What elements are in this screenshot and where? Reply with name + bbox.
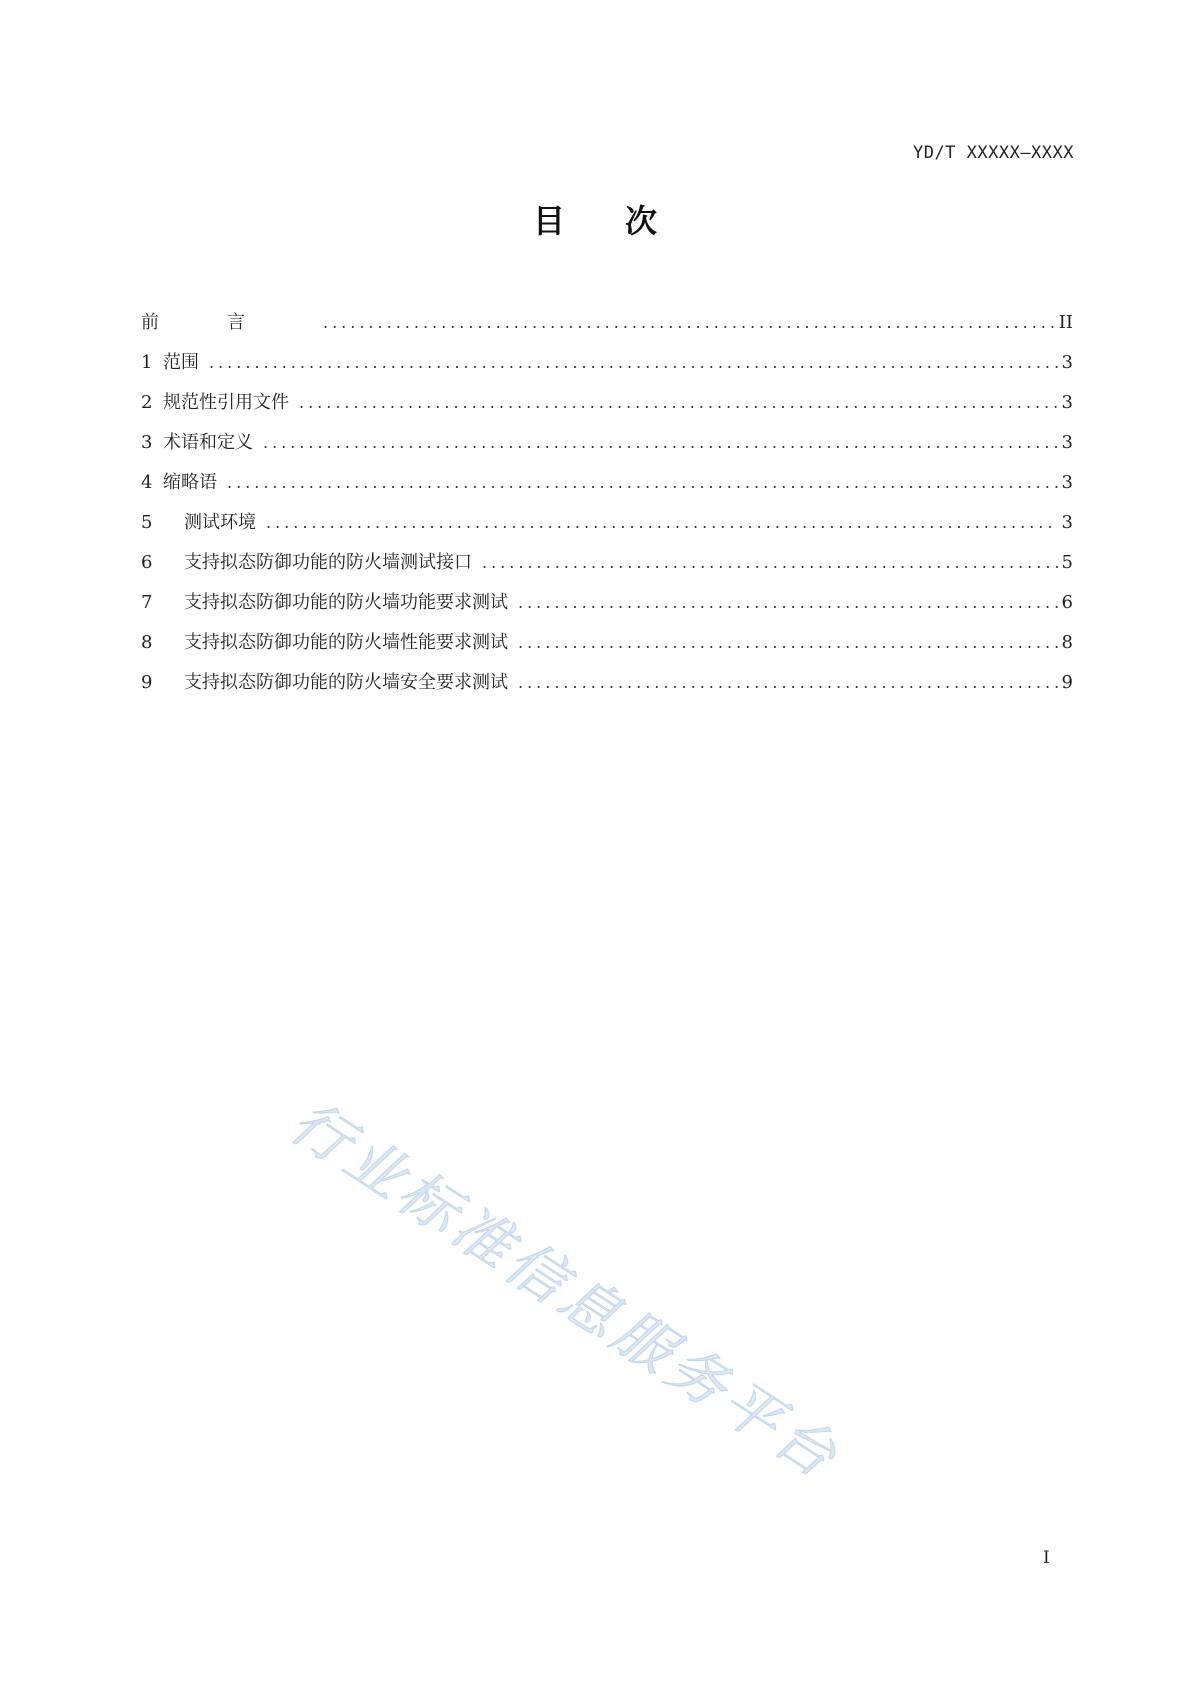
toc-entry-number: 9 xyxy=(141,672,153,693)
toc-entry-7[interactable] xyxy=(141,583,1073,623)
toc-entry-page: 3 xyxy=(1061,392,1073,413)
page-title: 目次 xyxy=(532,202,717,240)
toc-dot-leader xyxy=(263,423,1058,463)
toc-entry-page: 6 xyxy=(1061,592,1073,613)
toc-entry-number: 2 xyxy=(141,392,153,413)
toc-entry-page: 3 xyxy=(1061,432,1073,453)
page-number: I xyxy=(1043,1548,1050,1568)
toc-entry-label: 术语和定义 xyxy=(163,432,253,453)
toc-entry-label: 支持拟态防御功能的防火墙安全要求测试 xyxy=(184,672,508,693)
toc-entry-6[interactable] xyxy=(141,543,1073,583)
toc-entry-page: 3 xyxy=(1061,512,1073,533)
toc-entry-page: II xyxy=(1058,312,1073,333)
toc-entry-1[interactable] xyxy=(141,343,1073,383)
toc-entry-number: 8 xyxy=(141,632,153,653)
toc-dot-leader xyxy=(227,463,1058,503)
toc-dot-leader xyxy=(323,303,1055,343)
toc-entry-page: 9 xyxy=(1061,672,1073,693)
toc-entry-label: 支持拟态防御功能的防火墙测试接口 xyxy=(184,552,472,573)
table-of-contents xyxy=(141,303,1073,703)
watermark: 行业标准信息服务平台 xyxy=(278,1087,853,1494)
toc-dot-leader xyxy=(299,383,1058,423)
toc-entry-4[interactable] xyxy=(141,463,1073,503)
toc-entry-page: 5 xyxy=(1061,552,1073,573)
toc-entry-page: 3 xyxy=(1061,472,1073,493)
toc-entry-label: 前言 xyxy=(141,312,313,333)
toc-entry-9[interactable] xyxy=(141,663,1073,703)
toc-entry-page: 8 xyxy=(1061,632,1073,653)
toc-entry-number: 6 xyxy=(141,552,153,573)
toc-entry-label: 规范性引用文件 xyxy=(163,392,289,413)
toc-entry-label: 测试环境 xyxy=(184,512,256,533)
toc-entry-label: 支持拟态防御功能的防火墙性能要求测试 xyxy=(184,632,508,653)
toc-entry-label: 范围 xyxy=(163,352,199,373)
toc-entry-page: 3 xyxy=(1061,352,1073,373)
toc-entry-foreword[interactable] xyxy=(141,303,1073,343)
toc-dot-leader xyxy=(518,583,1058,623)
toc-entry-number: 7 xyxy=(141,592,153,613)
toc-entry-8[interactable] xyxy=(141,623,1073,663)
toc-dot-leader xyxy=(209,343,1058,383)
toc-entry-label: 支持拟态防御功能的防火墙功能要求测试 xyxy=(184,592,508,613)
toc-entry-number: 4 xyxy=(141,472,153,493)
toc-entry-number: 5 xyxy=(141,512,153,533)
toc-entry-label: 缩略语 xyxy=(163,472,217,493)
toc-entry-5[interactable] xyxy=(141,503,1073,543)
document-code: YD/T XXXXX—XXXX xyxy=(912,143,1074,163)
toc-dot-leader xyxy=(518,663,1058,703)
toc-dot-leader xyxy=(266,503,1058,543)
toc-dot-leader xyxy=(518,623,1058,663)
toc-entry-number: 3 xyxy=(141,432,153,453)
toc-entry-3[interactable] xyxy=(141,423,1073,463)
toc-dot-leader xyxy=(482,543,1058,583)
toc-entry-number: 1 xyxy=(141,352,153,373)
toc-entry-2[interactable] xyxy=(141,383,1073,423)
